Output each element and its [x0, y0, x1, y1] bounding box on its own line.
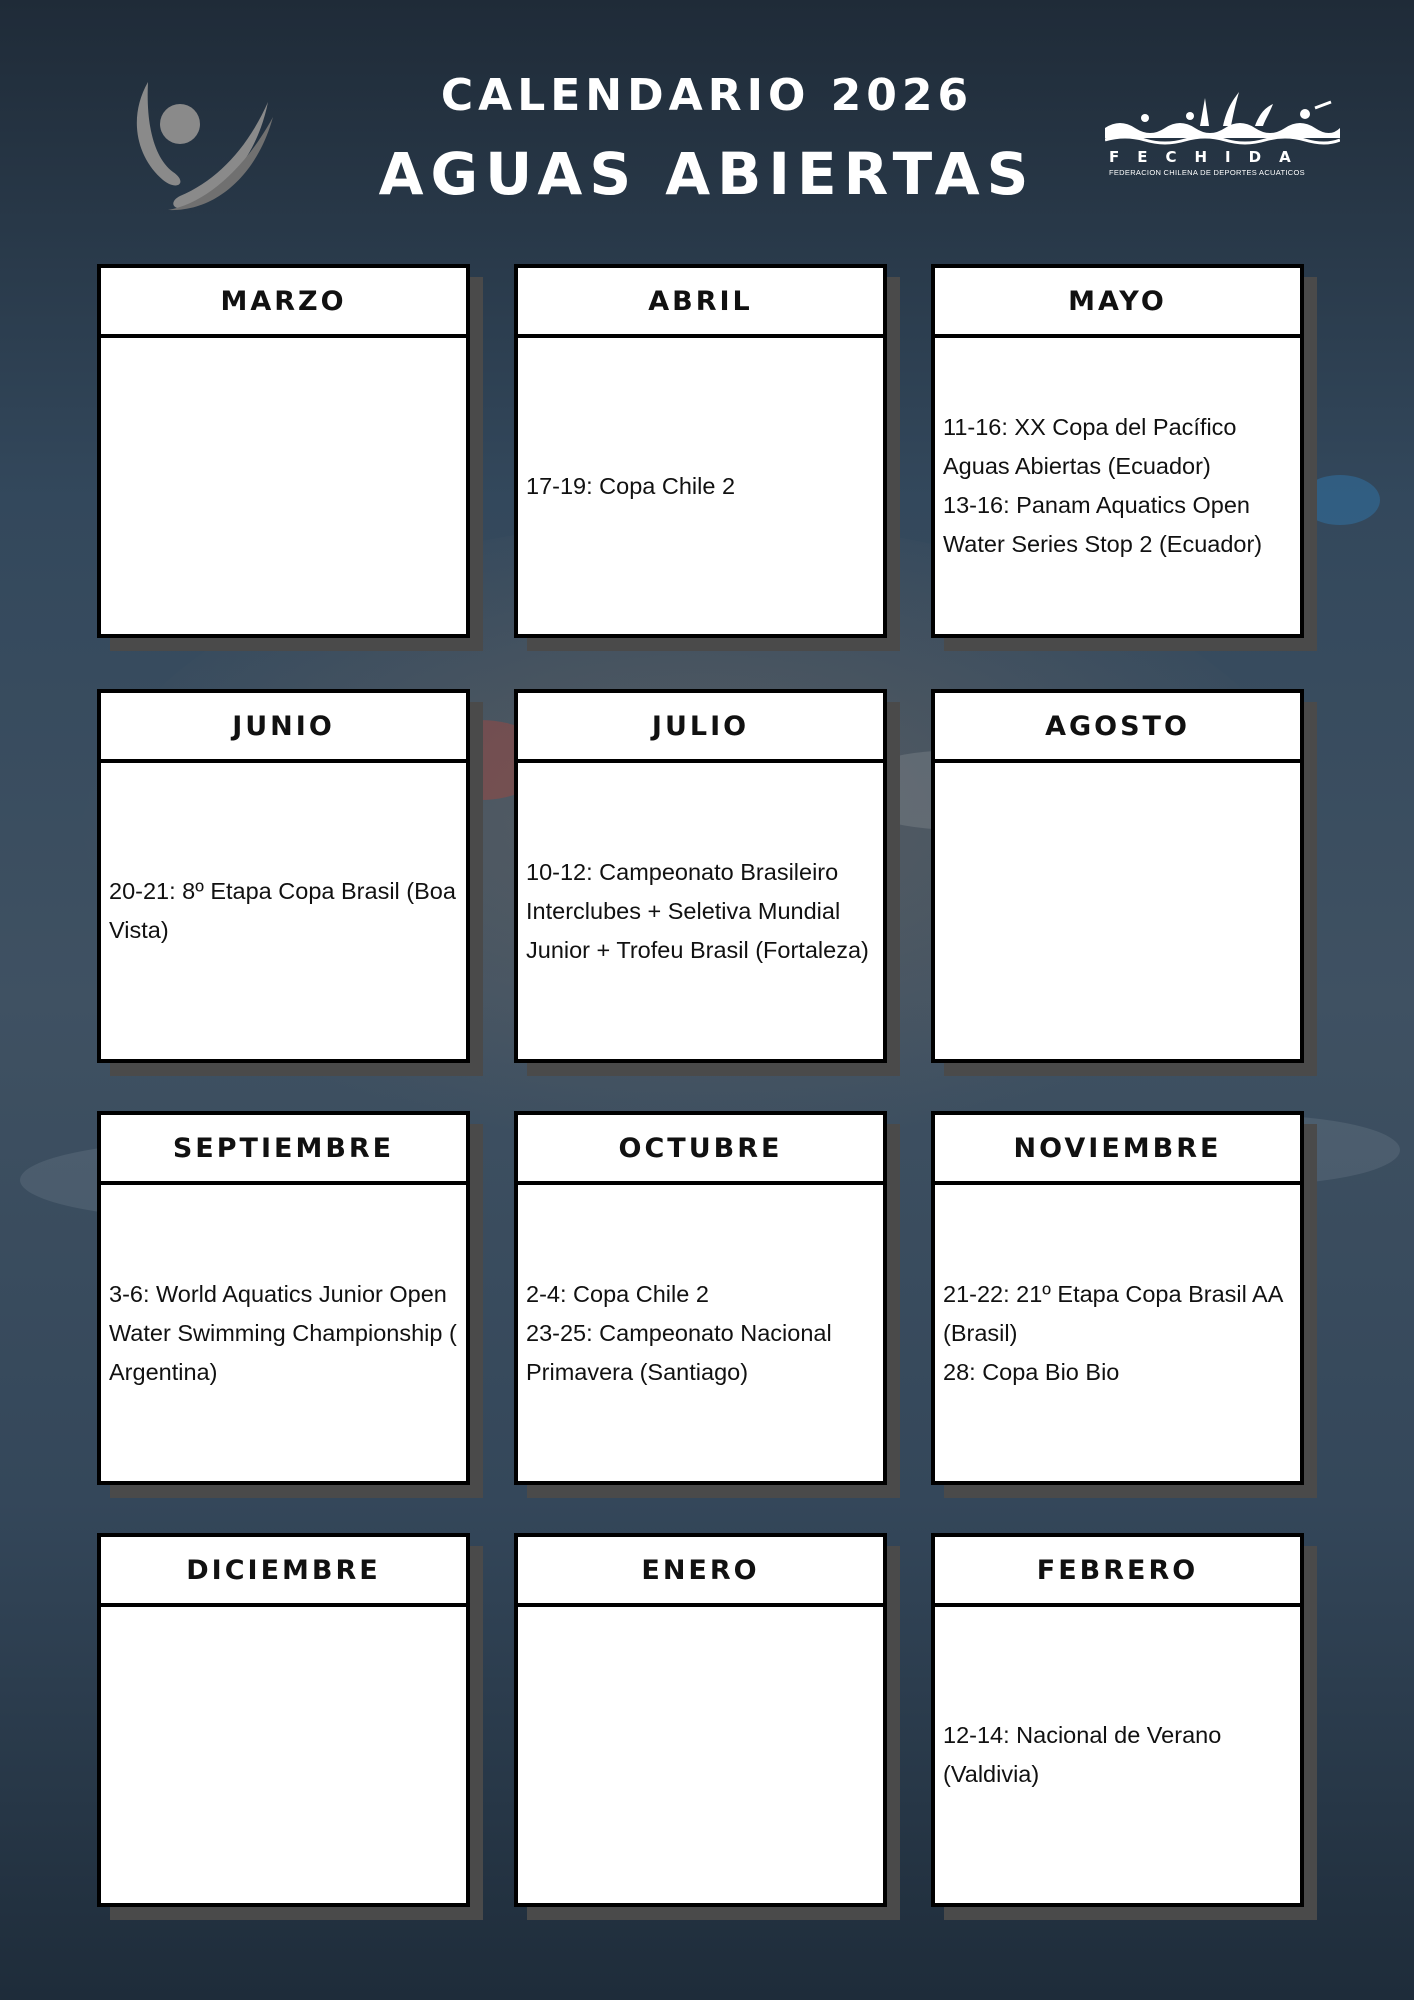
org-logo-subtitle: FEDERACION CHILENA DE DEPORTES ACUATICOS: [1109, 168, 1305, 177]
month-events: [935, 1185, 1300, 1481]
month-events: [518, 763, 883, 1059]
month-events: [101, 1185, 466, 1481]
org-logo-name: FECHIDA: [1109, 148, 1309, 166]
month-card-agosto: [931, 689, 1304, 1063]
month-events: [935, 1607, 1300, 1903]
month-card-junio: [97, 689, 470, 1063]
month-name: FEBRERO: [935, 1537, 1300, 1607]
month-card-noviembre: [931, 1111, 1304, 1485]
page-header: [0, 0, 1414, 250]
month-name: SEPTIEMBRE: [101, 1115, 466, 1185]
event-item: 21-22: 21º Etapa Copa Brasil AA (Brasil): [943, 1280, 1283, 1346]
month-card-septiembre: [97, 1111, 470, 1485]
fechida-logo: [1105, 88, 1340, 183]
month-card-diciembre: [97, 1533, 470, 1907]
month-events: [518, 1185, 883, 1481]
month-name: ABRIL: [518, 268, 883, 338]
month-events: [518, 1607, 883, 1903]
event-item: 13-16: Panam Aquatics Open Water Series Stop 2 (Ecuador): [943, 492, 1263, 557]
month-events: [101, 1607, 466, 1903]
event-item: 20-21: 8º Etapa Copa Brasil (Boa Vista): [109, 878, 456, 943]
month-card-julio: [514, 689, 887, 1063]
calendar-title: CALENDARIO 2026: [440, 70, 974, 121]
month-card-febrero: [931, 1533, 1304, 1907]
month-events: [935, 338, 1300, 634]
month-name: JUNIO: [101, 693, 466, 763]
month-name: ENERO: [518, 1537, 883, 1607]
month-name: DICIEMBRE: [101, 1537, 466, 1607]
event-item: 2-4: Copa Chile 2: [526, 1280, 709, 1307]
month-name: AGOSTO: [935, 693, 1300, 763]
month-name: OCTUBRE: [518, 1115, 883, 1185]
month-events: [101, 763, 466, 1059]
month-card-enero: [514, 1533, 887, 1907]
event-item: 11-16: XX Copa del Pacífico Aguas Abiertas (Ecuador): [943, 414, 1237, 479]
event-item: 3-6: World Aquatics Junior Open Water Swimming Championship ( Argentina): [109, 1280, 457, 1385]
month-events: [518, 338, 883, 634]
month-card-abril: [514, 264, 887, 638]
month-card-mayo: [931, 264, 1304, 638]
month-events: [101, 338, 466, 634]
event-item: 23-25: Campeonato Nacional Primavera (Santiago): [526, 1319, 832, 1385]
month-card-octubre: [514, 1111, 887, 1485]
swimmers-wave-icon: [1105, 88, 1340, 148]
event-item: 12-14: Nacional de Verano (Valdivia): [943, 1722, 1222, 1787]
month-name: MARZO: [101, 268, 466, 338]
month-card-marzo: [97, 264, 470, 638]
event-item: 17-19: Copa Chile 2: [526, 472, 736, 499]
month-events: [935, 763, 1300, 1059]
calendar-subtitle: AGUAS ABIERTAS: [378, 140, 1036, 208]
month-name: MAYO: [935, 268, 1300, 338]
month-name: JULIO: [518, 693, 883, 763]
event-item: 28: Copa Bio Bio: [943, 1358, 1120, 1385]
month-name: NOVIEMBRE: [935, 1115, 1300, 1185]
event-item: 10-12: Campeonato Brasileiro Interclubes + Seletiva Mundial Junior + Trofeu Brasil (Fortaleza): [526, 858, 869, 963]
